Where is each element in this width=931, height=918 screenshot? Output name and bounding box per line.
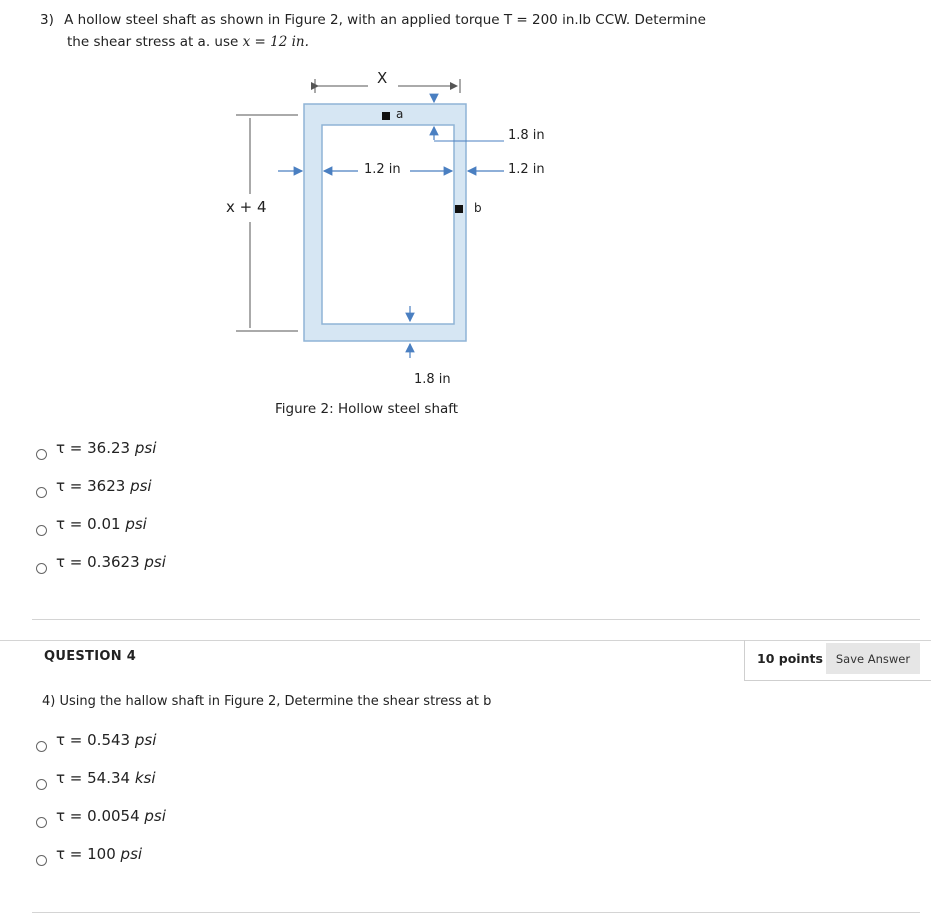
q4-option-1-value: τ = 0.543 bbox=[56, 731, 135, 749]
save-answer-button[interactable]: Save Answer bbox=[826, 643, 920, 674]
q3-option-1-label bbox=[56, 439, 156, 457]
q3-option-2-unit: psi bbox=[130, 477, 152, 495]
q4-option-3[interactable] bbox=[36, 805, 166, 827]
q3-option-3-unit: psi bbox=[125, 515, 147, 533]
point-b-marker bbox=[455, 205, 463, 213]
q4-option-4-radio[interactable] bbox=[36, 855, 47, 866]
q3-option-1-unit: psi bbox=[134, 439, 157, 457]
q4-option-2-radio[interactable] bbox=[36, 779, 47, 790]
q4-option-3-radio[interactable] bbox=[36, 817, 47, 828]
q3-option-1-value: τ = 36.23 bbox=[56, 439, 135, 457]
point-a-marker bbox=[382, 112, 390, 120]
q3-option-4-unit: psi bbox=[144, 553, 166, 571]
figure-label-x: X bbox=[377, 69, 388, 87]
q4-option-2-unit: ksi bbox=[134, 769, 156, 787]
q3-option-4-radio[interactable] bbox=[36, 563, 47, 574]
question-4-bottom-divider bbox=[32, 912, 920, 913]
q4-option-1-label bbox=[56, 731, 156, 749]
q3-option-3-label bbox=[56, 515, 147, 533]
figure-label-1-2-mid: 1.2 in bbox=[364, 162, 401, 177]
q4-option-2-value: τ = 54.34 bbox=[56, 769, 135, 787]
q4-option-3-unit: psi bbox=[144, 807, 166, 825]
q3-option-1[interactable] bbox=[36, 437, 156, 459]
q3-option-3-value: τ = 0.01 bbox=[56, 515, 126, 533]
q4-option-3-value: τ = 0.0054 bbox=[56, 807, 145, 825]
figure-label-x-plus-4: x + 4 bbox=[226, 198, 267, 216]
question-4-header: QUESTION 4 bbox=[44, 649, 137, 664]
q3-option-2-value: τ = 3623 bbox=[56, 477, 131, 495]
figure-label-1-2-right: 1.2 in bbox=[508, 162, 545, 177]
q4-option-1[interactable] bbox=[36, 729, 156, 751]
figure-2-hollow-shaft bbox=[0, 0, 931, 430]
q4-option-4[interactable] bbox=[36, 843, 142, 865]
question-3-line-1: A hollow steel shaft as shown in Figure 2, with an applied torque T = 200 in.lb CCW. Determine bbox=[64, 12, 706, 28]
figure-label-1-8-top: 1.8 in bbox=[508, 128, 545, 143]
q3-option-3-radio[interactable] bbox=[36, 525, 47, 536]
q3-option-4[interactable] bbox=[36, 551, 166, 573]
q3-option-4-value: τ = 0.3623 bbox=[56, 553, 145, 571]
q4-option-1-radio[interactable] bbox=[36, 741, 47, 752]
q4-option-4-label bbox=[56, 845, 142, 863]
figure-label-b: b bbox=[474, 201, 482, 215]
q4-option-4-unit: psi bbox=[120, 845, 143, 863]
figure-label-a: a bbox=[396, 107, 404, 121]
q3-option-3[interactable] bbox=[36, 513, 147, 535]
q3-option-1-radio[interactable] bbox=[36, 449, 47, 460]
q4-option-3-label bbox=[56, 807, 166, 825]
question-3-number: 3) bbox=[40, 12, 54, 28]
q3-option-2-radio[interactable] bbox=[36, 487, 47, 498]
question-3-math: x = 12 in. bbox=[242, 34, 309, 50]
q4-option-4-value: τ = 100 bbox=[56, 845, 121, 863]
q3-option-2-label bbox=[56, 477, 152, 495]
q4-option-2[interactable] bbox=[36, 767, 156, 789]
q3-option-4-label bbox=[56, 553, 166, 571]
figure-label-1-8-bottom: 1.8 in bbox=[414, 372, 451, 387]
shaft-inner-hollow bbox=[322, 125, 454, 324]
q3-option-2[interactable] bbox=[36, 475, 152, 497]
question-3-line-2-prefix: the shear stress at a. use bbox=[67, 34, 243, 50]
question-4-text: 4) Using the hallow shaft in Figure 2, Determine the shear stress at b bbox=[42, 694, 492, 709]
question-3-bottom-divider bbox=[32, 619, 920, 620]
points-label: 10 points bbox=[757, 651, 823, 666]
q4-option-2-label bbox=[56, 769, 156, 787]
figure-caption: Figure 2: Hollow steel shaft bbox=[275, 401, 459, 417]
q4-option-1-unit: psi bbox=[134, 731, 157, 749]
